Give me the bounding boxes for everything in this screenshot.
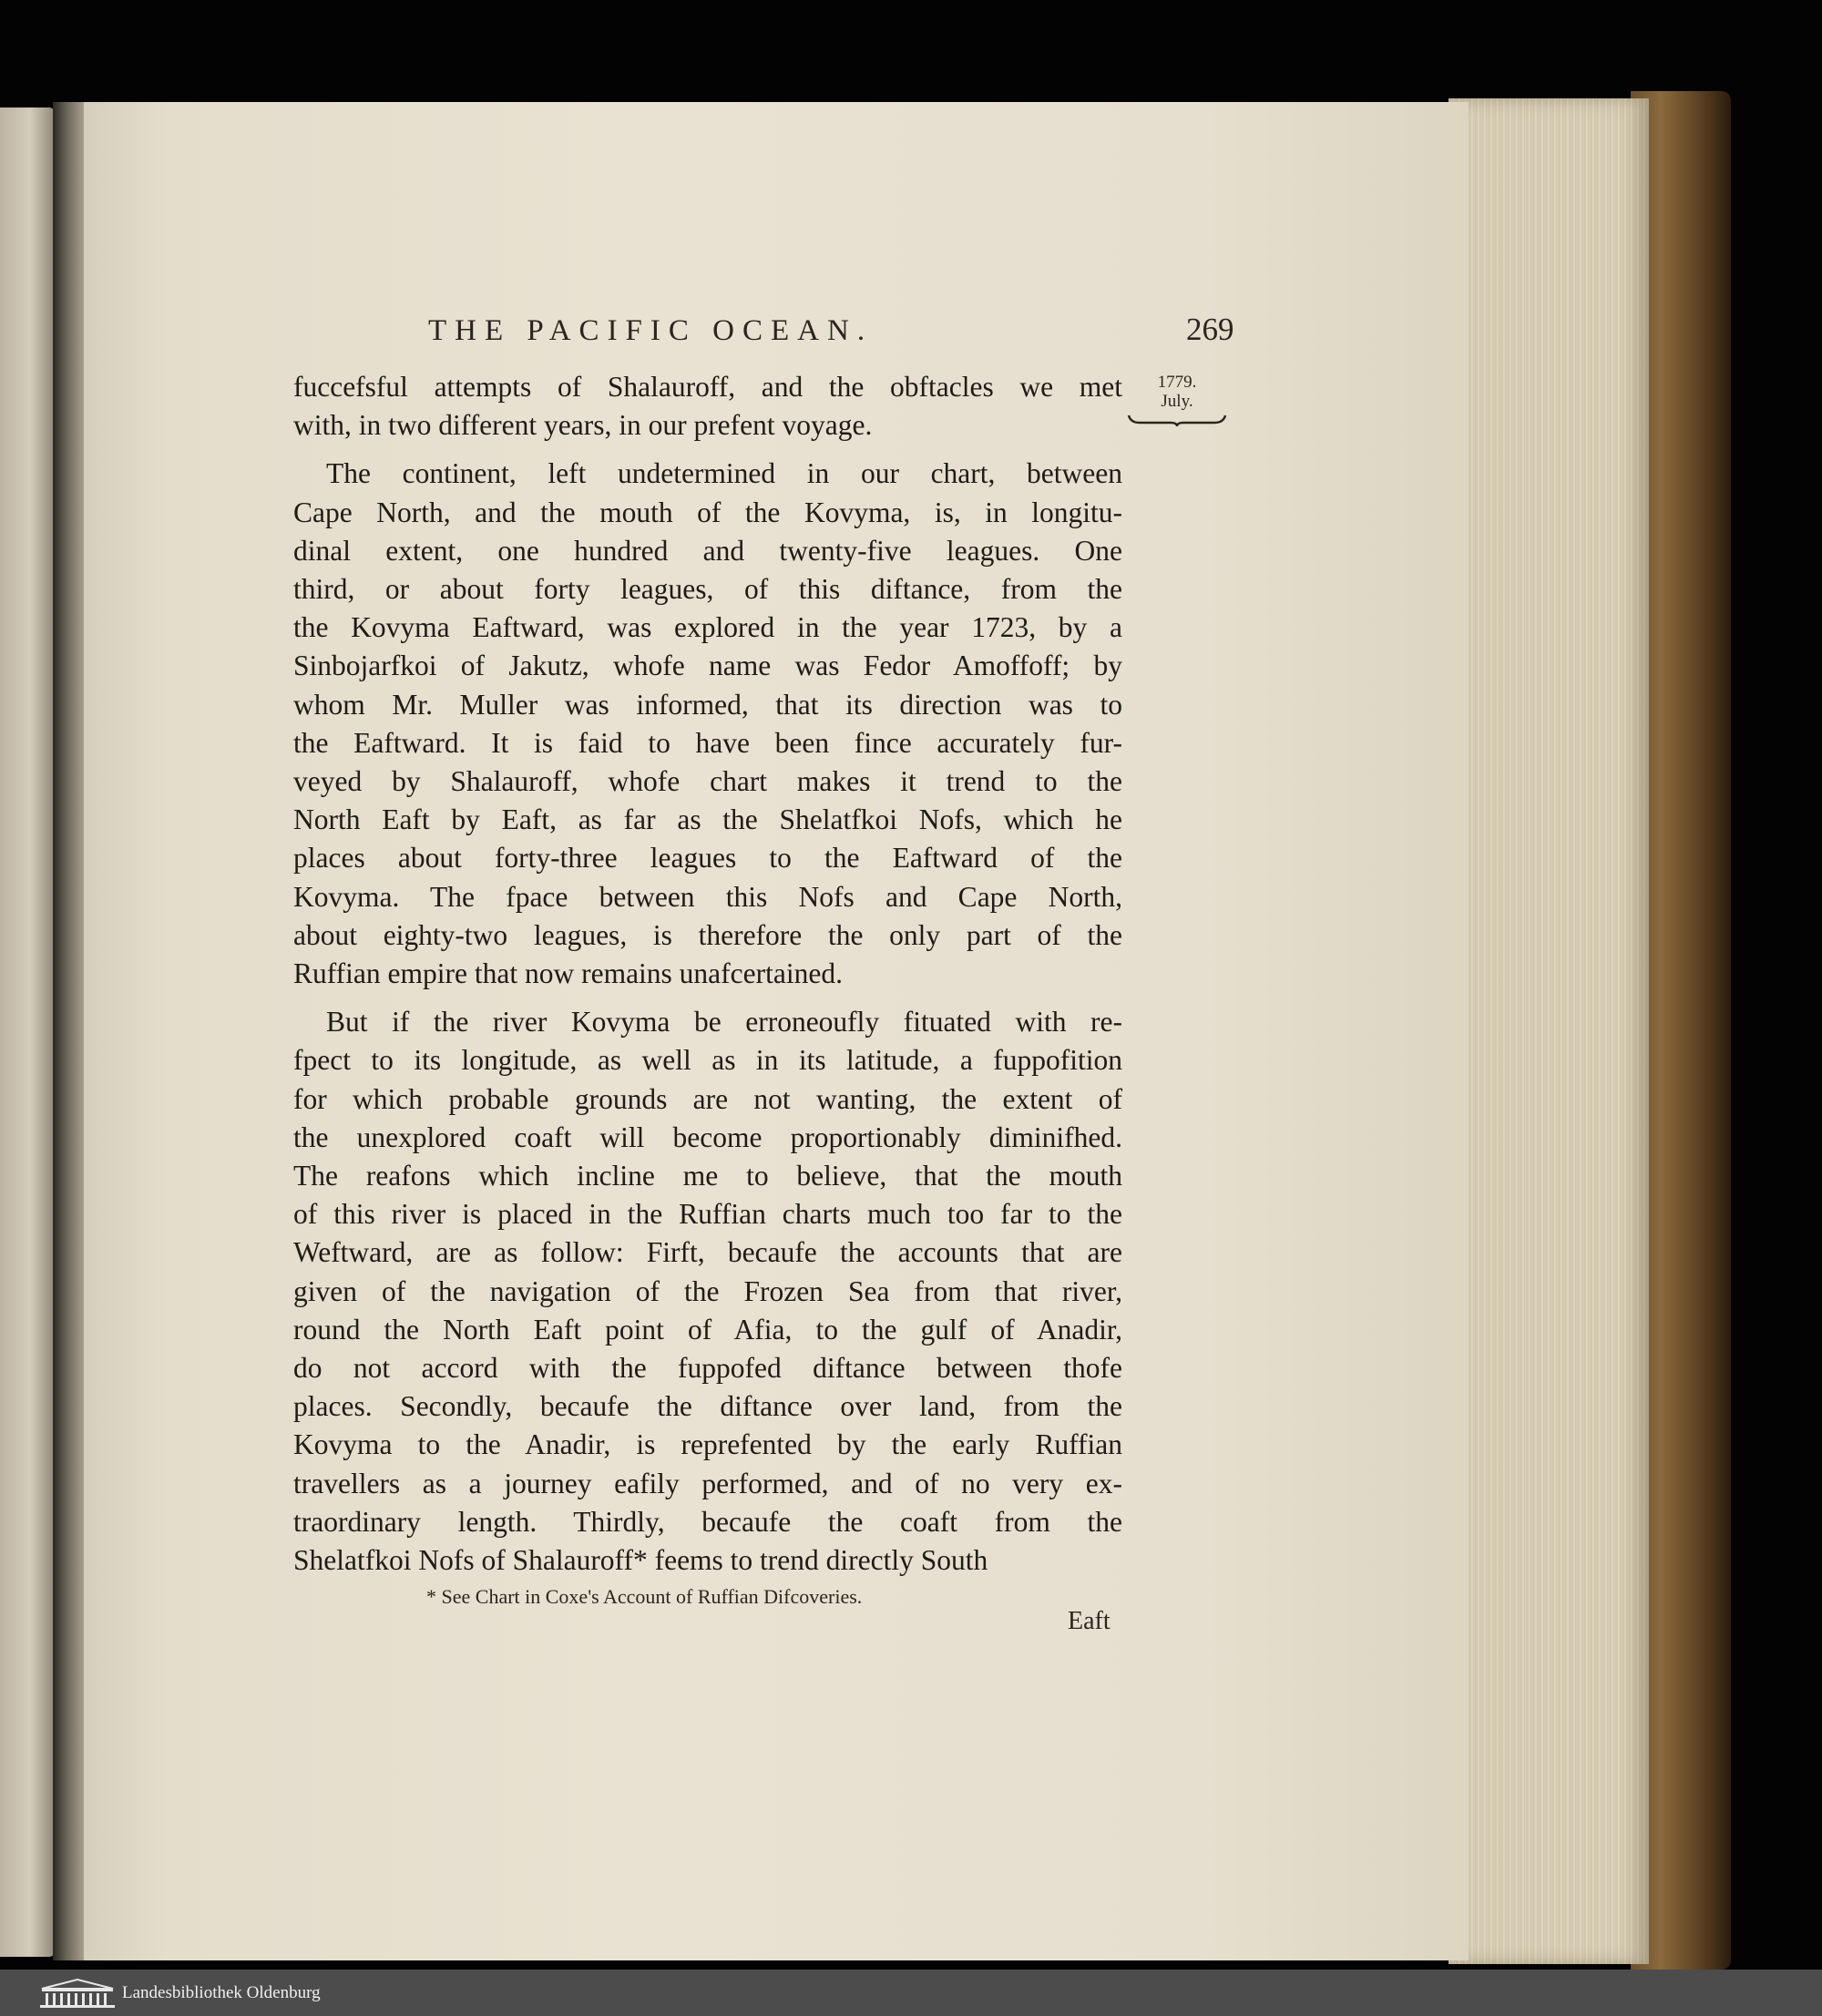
footnote: * See Chart in Coxe's Account of Ruffian Difcoveries. xyxy=(426,1585,863,1608)
library-name: Landesbibliothek Oldenburg xyxy=(122,1982,321,2002)
library-footer-bar xyxy=(0,1970,1822,2016)
text-line: third, or about forty leagues, of this diftance, from the xyxy=(293,573,1122,606)
text-line: places. Secondly, becaufe the diftance over land, from the xyxy=(293,1390,1122,1423)
text-line: Kovyma. The fpace between this Nofs and Cape North, xyxy=(293,880,1122,913)
catchword: Eaft xyxy=(1068,1607,1111,1635)
text-line: with, in two different years, in our prefent voyage. xyxy=(293,409,873,442)
text-line: Kovyma to the Anadir, is reprefented by the early Ruffian xyxy=(293,1428,1122,1461)
paragraph-gap xyxy=(293,993,1122,1003)
text-line: But if the river Kovyma be erroneoufly fituated with re- xyxy=(326,1006,1122,1039)
text-line: Ruffian empire that now remains unafcertained. xyxy=(293,957,843,990)
text-line: North Eaft by Eaft, as far as the Shelatfkoi Nofs, which he xyxy=(293,803,1122,836)
body-text xyxy=(293,368,1122,1580)
text-line: the Eaftward. It is faid to have been fince accurately fur- xyxy=(293,726,1122,759)
margin-note-date xyxy=(1122,374,1232,426)
text-line: Sinbojarfkoi of Jakutz, whofe name was Fedor Amoffoff; by xyxy=(293,650,1122,682)
text-line: traordinary length. Thirdly, becaufe the coaft from the xyxy=(293,1505,1122,1538)
text-line: dinal extent, one hundred and twenty-five leagues. One xyxy=(293,534,1122,567)
text-line: fuccefsful attempts of Shalauroff, and the obftacles we met xyxy=(293,371,1122,403)
text-line: Cape North, and the mouth of the Kovyma, is, in longitu- xyxy=(293,496,1122,528)
paragraph xyxy=(293,368,1122,445)
text-line: the Kovyma Eaftward, was explored in the year 1723, by a xyxy=(293,611,1122,644)
page-fore-edge xyxy=(1448,98,1649,1964)
text-line: travellers as a journey eafily performed, and of no very ex- xyxy=(293,1467,1122,1499)
text-line: fpect to its longitude, as well as in its latitude, a fuppofition xyxy=(293,1044,1122,1077)
text-line: the unexplored coaft will become proportionably diminifhed. xyxy=(293,1121,1122,1153)
text-line: about eighty-two leagues, is therefore the only part of the xyxy=(293,918,1122,951)
text-line: places about forty-three leagues to the Eaftward of the xyxy=(293,842,1122,875)
paragraph xyxy=(293,455,1122,993)
paragraph xyxy=(293,1003,1122,1580)
text-line: veyed by Shalauroff, whofe chart makes it trend to the xyxy=(293,765,1122,798)
library-building-icon xyxy=(38,1978,117,2009)
page-number: 269 xyxy=(1186,312,1234,347)
text-line: Weftward, are as follow: Firft, becaufe the accounts that are xyxy=(293,1236,1122,1269)
margin-note-year: 1779. xyxy=(1157,373,1197,392)
text-line: for which probable grounds are not wanting, the extent of xyxy=(293,1082,1122,1115)
text-line: The reafons which incline me to believe, that the mouth xyxy=(293,1160,1122,1192)
text-line: Shelatfkoi Nofs of Shalauroff* feems to trend directly South xyxy=(293,1544,988,1577)
text-line: The continent, left undetermined in our chart, between xyxy=(326,457,1122,490)
left-page-edge xyxy=(0,107,55,1957)
margin-note-month: July. xyxy=(1161,392,1193,411)
text-line: do not accord with the fuppofed diftance between thofe xyxy=(293,1352,1122,1385)
brace-icon xyxy=(1127,414,1227,426)
text-line: given of the navigation of the Frozen Sea from that river, xyxy=(293,1274,1122,1307)
text-line: whom Mr. Muller was informed, that its direction was to xyxy=(293,688,1122,721)
paragraph-gap xyxy=(293,445,1122,455)
text-line: of this river is placed in the Ruffian charts much too far to the xyxy=(293,1198,1122,1231)
running-head: THE PACIFIC OCEAN. xyxy=(428,314,874,347)
text-line: round the North Eaft point of Afia, to the gulf of Anadir, xyxy=(293,1313,1122,1346)
